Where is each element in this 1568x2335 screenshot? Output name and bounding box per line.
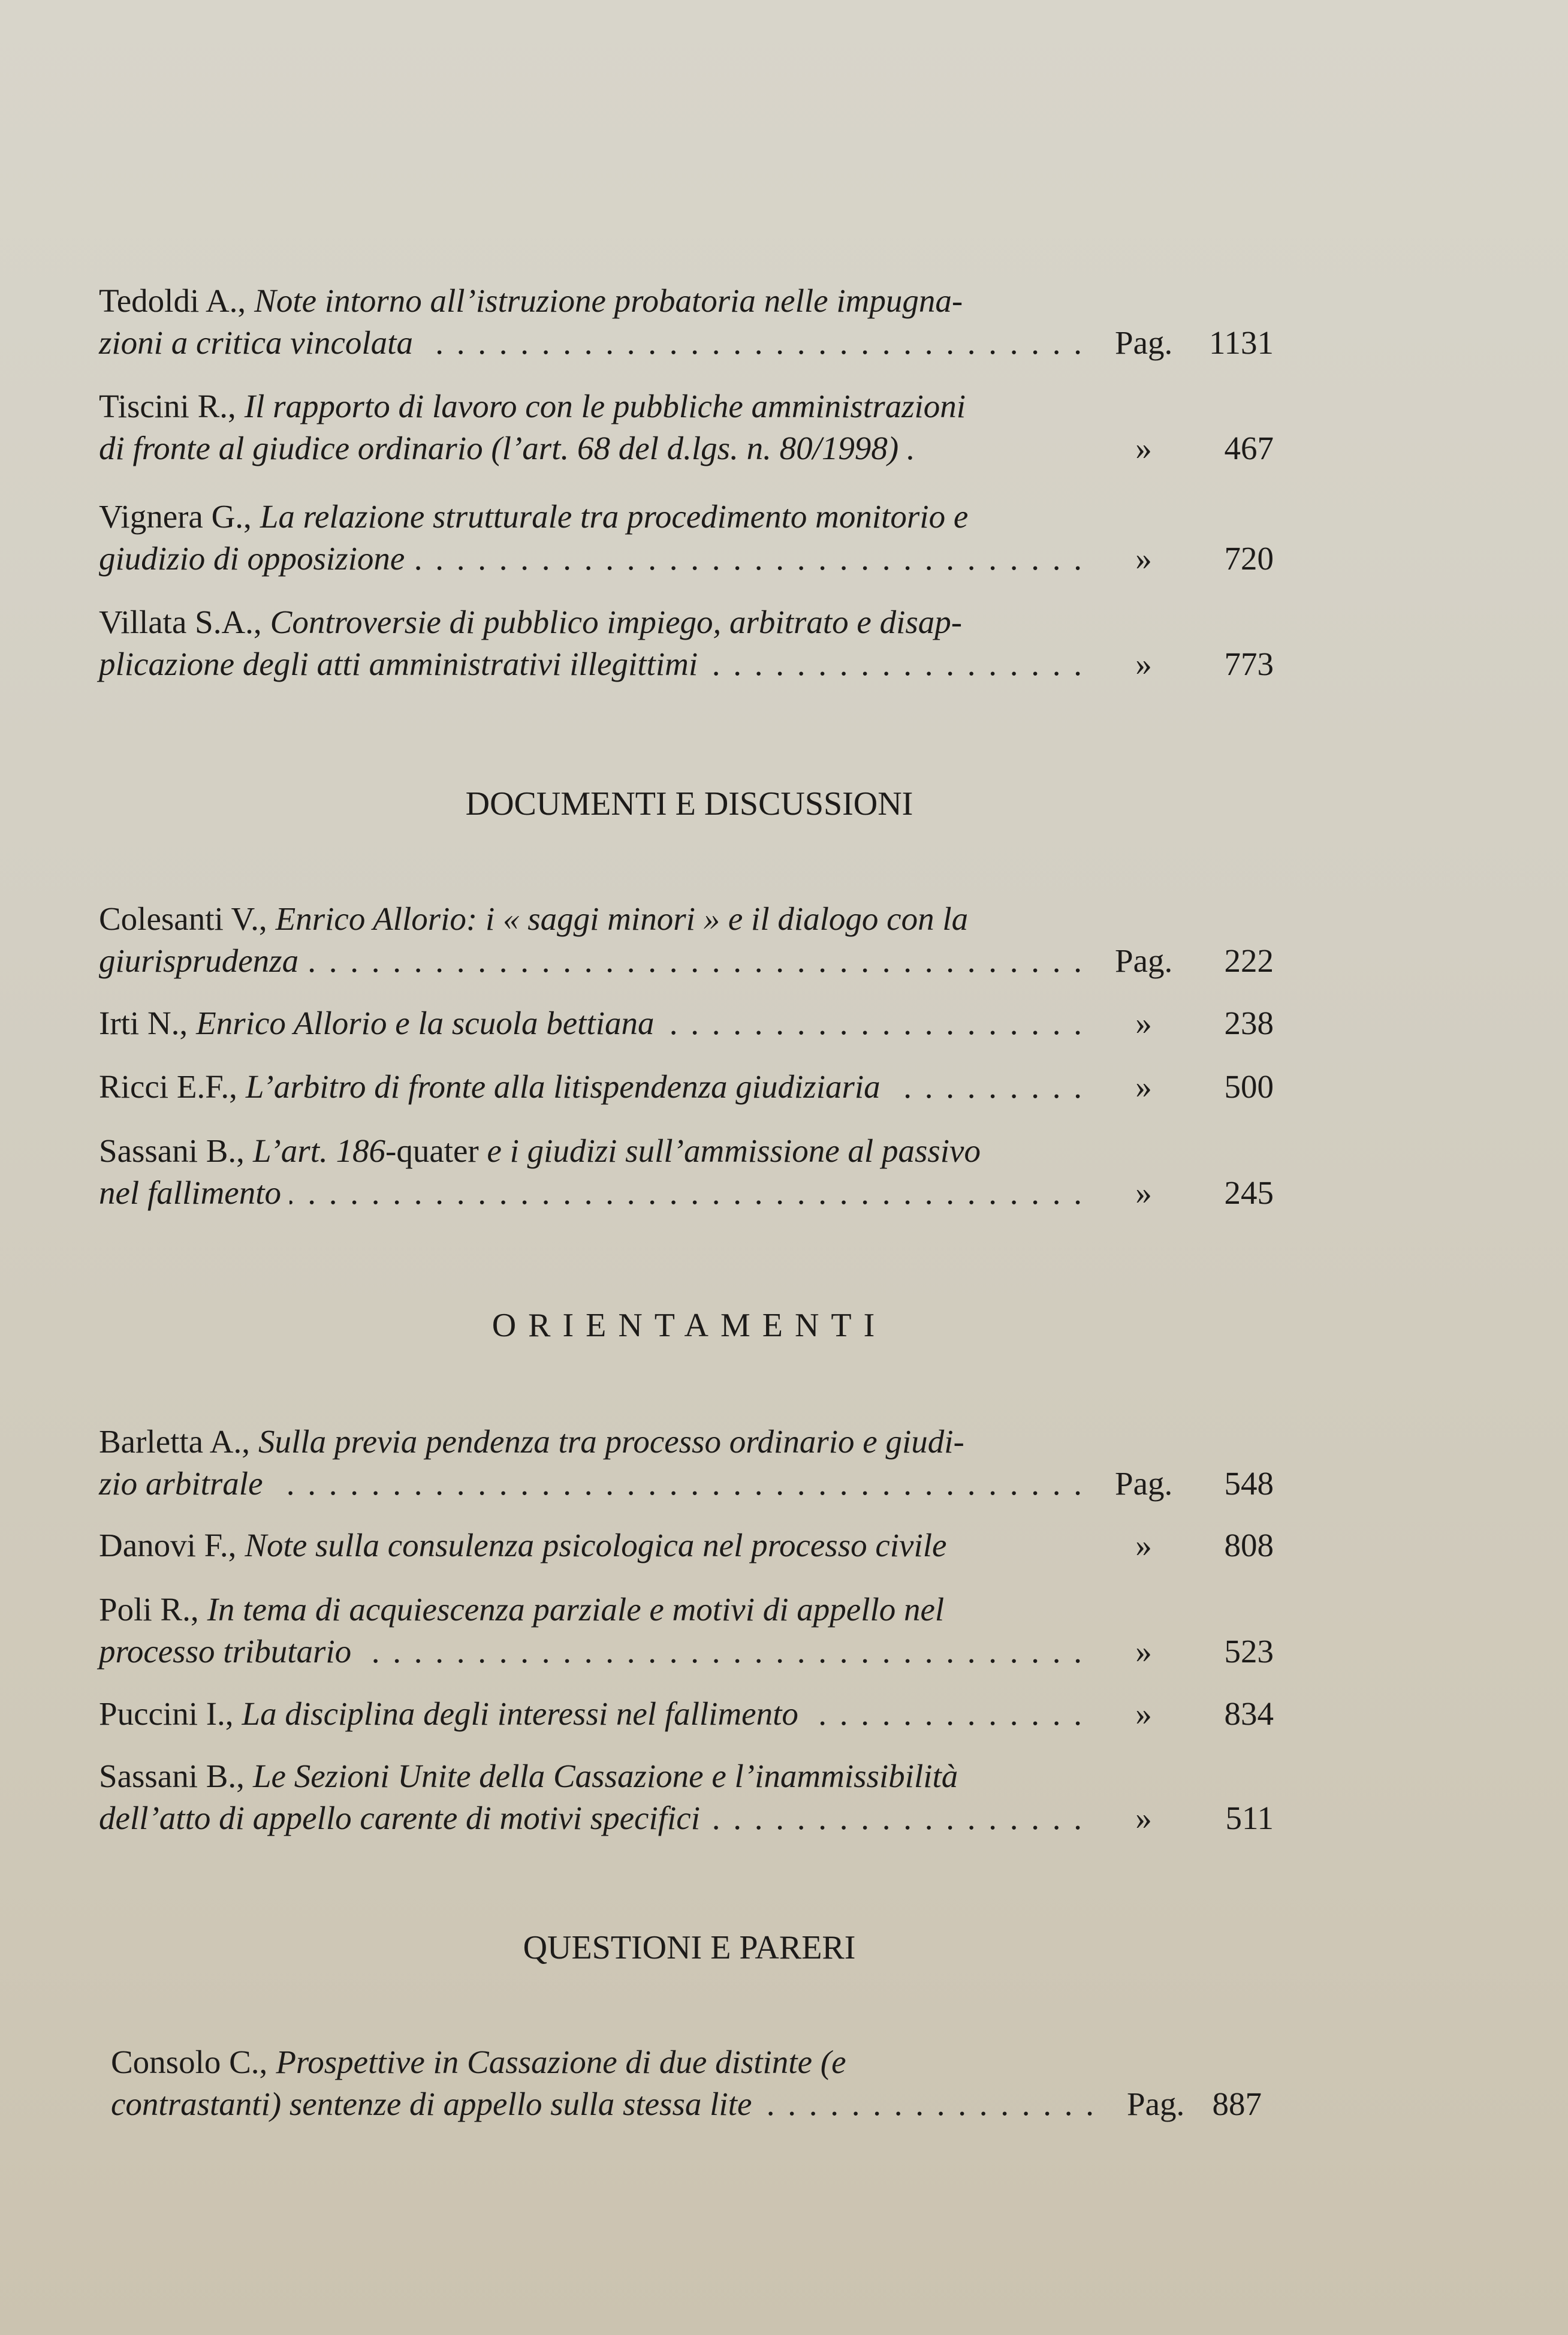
dot-leader [889,1066,1082,1108]
page-label: » [1135,1068,1152,1105]
page-label: » [1135,1800,1152,1836]
entry-author: Consolo C., [111,2044,268,2080]
entry-title-cont: contrastanti) sentenze di appello sulla stessa lite [111,2086,752,2122]
entry-title-cont: nel fallimento [99,1174,281,1211]
toc-entry [99,1421,1274,1505]
entry-title-part: quater [396,1132,479,1169]
entry-author: Tedoldi A., [99,282,246,319]
page-number: 511 [1225,1800,1274,1836]
page-number: 887 [1212,2086,1262,2122]
dot-leader [290,1172,1082,1214]
dot-leader [360,1631,1082,1673]
page-number: 1131 [1209,324,1274,361]
entry-title: Controversie di pubblico impiego, arbitrato e disap- [270,604,963,640]
entry-author: Barletta A., [99,1423,251,1460]
entry-title-part: L’art. 186- [252,1132,397,1169]
entry-title-cont: zio arbitrale [99,1465,263,1502]
entry-author: Puccini I., [99,1695,234,1732]
entry-title: L’arbitro di fronte alla litispendenza giudiziaria [245,1068,881,1105]
page-number: 720 [1224,540,1274,577]
entry-title: Prospettive in Cassazione di due distinte (e [276,2044,846,2080]
toc-entry [99,898,1274,982]
entry-title-cont: processo tributario [99,1633,352,1670]
page-number: 773 [1224,646,1274,682]
dot-leader [760,2083,1094,2125]
entry-title: La disciplina degli interessi nel fallimento [242,1695,798,1732]
entry-title: Note sulla consulenza psicologica nel processo civile [245,1527,947,1563]
page-number: 834 [1224,1695,1274,1732]
dot-leader [706,643,1082,685]
dot-leader [413,538,1082,580]
dot-leader [307,940,1082,982]
page-label: » [1135,1633,1152,1670]
entry-title-cont: giudizio di opposizione [99,540,405,577]
entry-author: Irti N., [99,1005,188,1041]
entry-title: In tema di acquiescenza parziale e motivi di appello nel [207,1591,945,1628]
entry-title-cont: di fronte al giudice ordinario (l’art. 68 del d.lgs. n. 80/1998) . [99,430,915,466]
entry-title: Sulla previa pendenza tra processo ordinario e giudi- [258,1423,964,1460]
entry-title-cont: dell’atto di appello carente di motivi specifici [99,1800,700,1836]
page-number: 222 [1224,942,1274,979]
toc-entry [99,280,1274,364]
entry-author: Poli R., [99,1591,199,1628]
entry-author: Vignera G., [99,498,252,535]
page-label: » [1135,646,1152,682]
page-label: Pag. [1115,324,1173,361]
page-number: 467 [1224,430,1274,466]
page-number: 808 [1224,1527,1274,1563]
entry-author: Colesanti V., [99,900,267,937]
page-label: Pag. [1115,942,1173,979]
toc-entry [99,1693,1274,1735]
page-label: » [1135,540,1152,577]
section-heading-questioni: QUESTIONI E PARERI [523,1929,856,1966]
entry-author: Tiscini R., [99,388,236,424]
entry-title: La relazione strutturale tra procedimento monitorio e [260,498,969,535]
section-heading-documenti: DOCUMENTI E DISCUSSIONI [465,785,913,822]
page-number: 548 [1224,1465,1274,1502]
page-number: 500 [1224,1068,1274,1105]
page-number: 238 [1224,1005,1274,1041]
entry-title-part: e i giudizi sull’ammissione al passivo [478,1132,981,1169]
page-number: 245 [1224,1174,1274,1211]
entry-author: Danovi F., [99,1527,237,1563]
page-number: 523 [1224,1633,1274,1670]
entry-author: Sassani B., [99,1758,245,1794]
section-heading-orientamenti: ORIENTAMENTI [491,1307,887,1344]
entry-title: Il rapporto di lavoro con le pubbliche amministrazioni [244,388,966,424]
toc-entry [111,2041,1262,2125]
dot-leader [272,1463,1082,1505]
toc-entry [99,1524,1274,1566]
dot-leader [807,1693,1082,1735]
toc-entry [99,1002,1274,1044]
entry-title-cont: giurisprudenza [99,942,299,979]
page-label: » [1135,1174,1152,1211]
toc-entry [99,1130,1274,1214]
page-label: » [1135,430,1152,466]
entry-title: Enrico Allorio e la scuola bettiana [196,1005,655,1041]
page-label: » [1135,1005,1152,1041]
toc-entry [99,1589,1274,1673]
entry-title: Note intorno all’istruzione probatoria nelle impugna- [254,282,963,319]
dot-leader [421,322,1082,364]
toc-entry [99,385,1274,469]
entry-title: Enrico Allorio: i « saggi minori » e il dialogo con la [275,900,969,937]
entry-author: Villata S.A., [99,604,262,640]
toc-entry [99,1755,1274,1839]
entry-title-cont: zioni a critica vincolata [99,324,413,361]
entry-title [253,1132,981,1169]
dot-leader [663,1002,1082,1044]
toc-entry [99,496,1274,580]
entry-title: Le Sezioni Unite della Cassazione e l’inammissibilità [252,1758,958,1794]
page-label: » [1135,1695,1152,1732]
toc-entry [99,1066,1274,1108]
page-label: » [1135,1527,1152,1563]
page-label: Pag. [1127,2086,1185,2122]
entry-author: Ricci E.F., [99,1068,237,1105]
page-label: Pag. [1115,1465,1173,1502]
toc-entry [99,601,1274,685]
entry-author: Sassani B., [99,1132,245,1169]
dot-leader [708,1797,1082,1839]
entry-title-cont: plicazione degli atti amministrativi illegittimi [99,646,698,682]
